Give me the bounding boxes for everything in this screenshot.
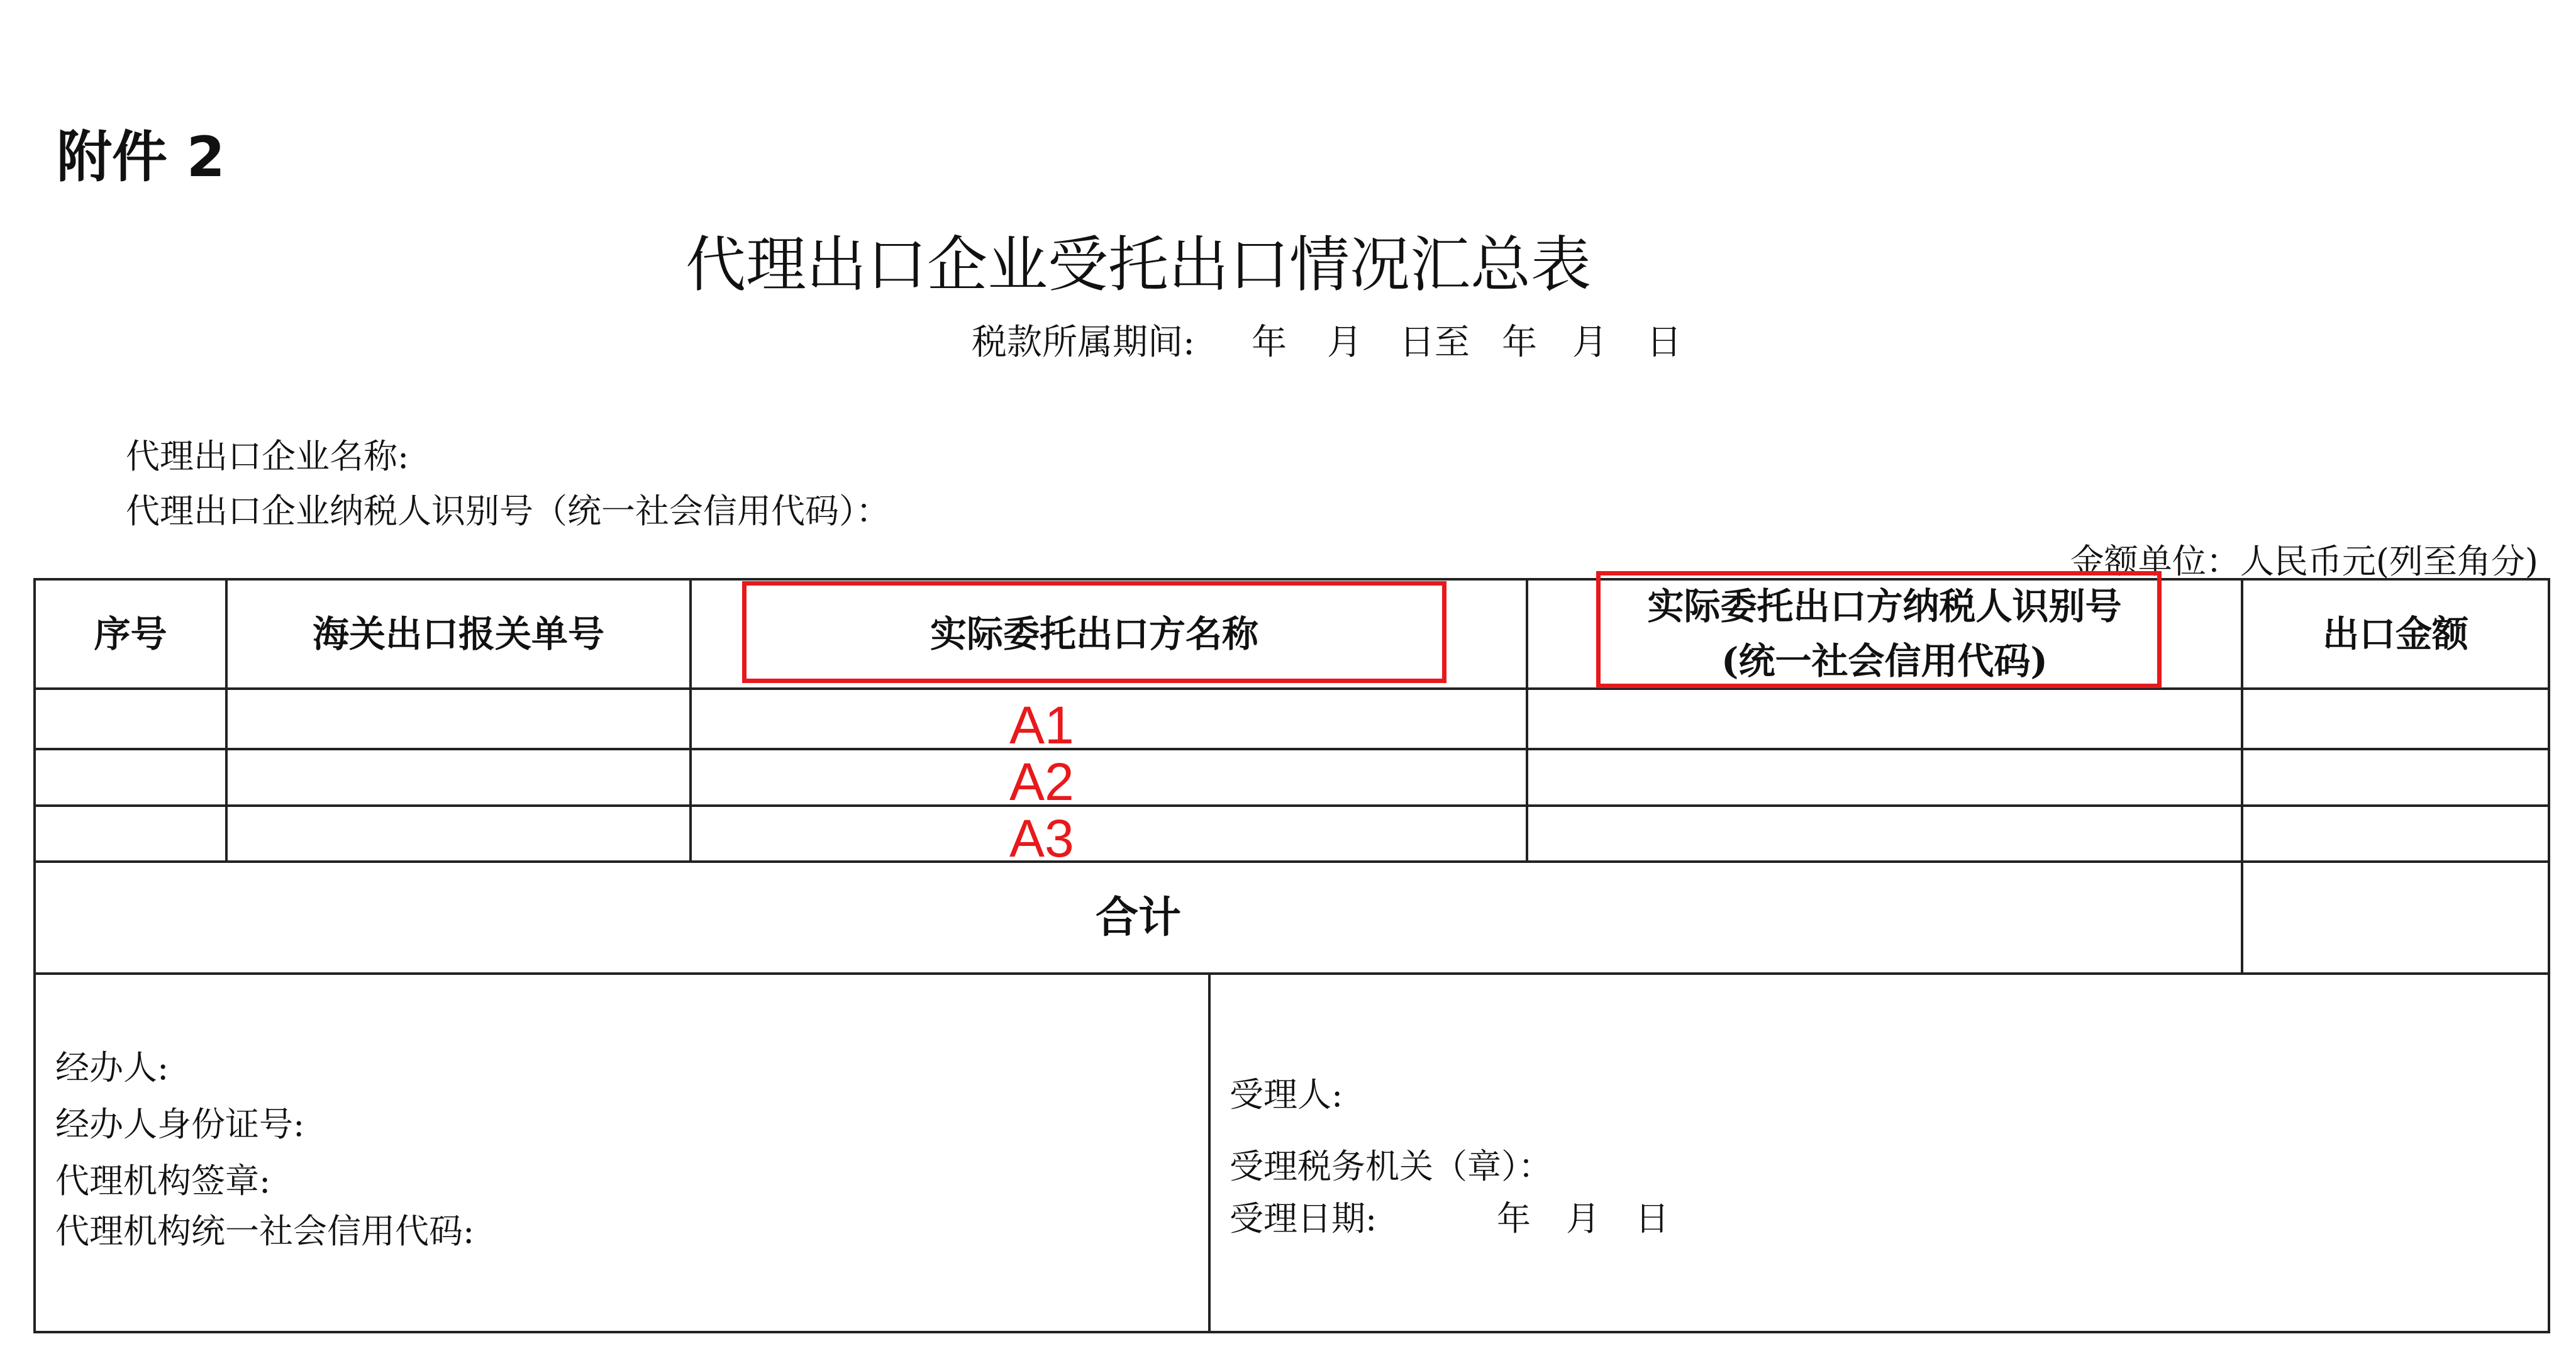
tax-period-month-start: 月 (1327, 322, 1362, 363)
tax-period-label: 税款所属期间: (972, 322, 1195, 363)
tax-period-day-end: 日 (1646, 322, 1682, 363)
tax-period-month-end: 月 (1572, 322, 1607, 363)
header-amount: 出口金额 (2322, 612, 2468, 655)
receive-date-label: 受理日期: (1230, 1199, 1377, 1238)
tax-period-year-start: 年 (1252, 322, 1287, 363)
receive-date-day: 日 (1635, 1199, 1669, 1238)
receive-date-year: 年 (1497, 1199, 1531, 1238)
header-customs-no: 海关出口报关单号 (312, 612, 604, 655)
receiver-label: 受理人: (1230, 1075, 1343, 1114)
receive-date-month: 月 (1566, 1199, 1600, 1238)
agent-name-label: 代理出口企业名称: (126, 436, 409, 476)
agency-seal-label: 代理机构签章: (55, 1161, 271, 1201)
agency-code-label: 代理机构统一社会信用代码: (55, 1211, 475, 1251)
handler-label: 经办人: (55, 1048, 169, 1087)
agent-taxid-label: 代理出口企业纳税人识别号（统一社会信用代码）： (126, 491, 890, 531)
attachment-label: 附件 2 (57, 125, 225, 189)
highlight-box-principal-taxid (1596, 571, 2162, 688)
annotation-a3: A3 (1009, 809, 1074, 868)
total-label: 合计 (1095, 892, 1181, 943)
highlight-box-principal-name (742, 581, 1446, 683)
form-title: 代理出口企业受托出口情况汇总表 (686, 230, 1591, 300)
header-principal-name: 实际委托出口方名称 (930, 612, 1258, 655)
tax-period-year-end: 年 (1502, 322, 1537, 363)
annotation-a2: A2 (1009, 752, 1074, 811)
header-principal-taxid-line2: (统一社会信用代码) (1721, 640, 2048, 682)
header-principal-taxid-line1: 实际委托出口方纳税人识别号 (1647, 585, 2122, 628)
tax-office-label: 受理税务机关（章）： (1230, 1147, 1552, 1186)
annotation-a1: A1 (1009, 696, 1074, 755)
amount-unit: 金额单位：人民币元(列至角分) (2070, 542, 2538, 581)
tax-period-day-to: 日至 (1399, 322, 1470, 363)
header-seq: 序号 (94, 612, 167, 655)
handler-id-label: 经办人身份证号: (55, 1104, 305, 1144)
